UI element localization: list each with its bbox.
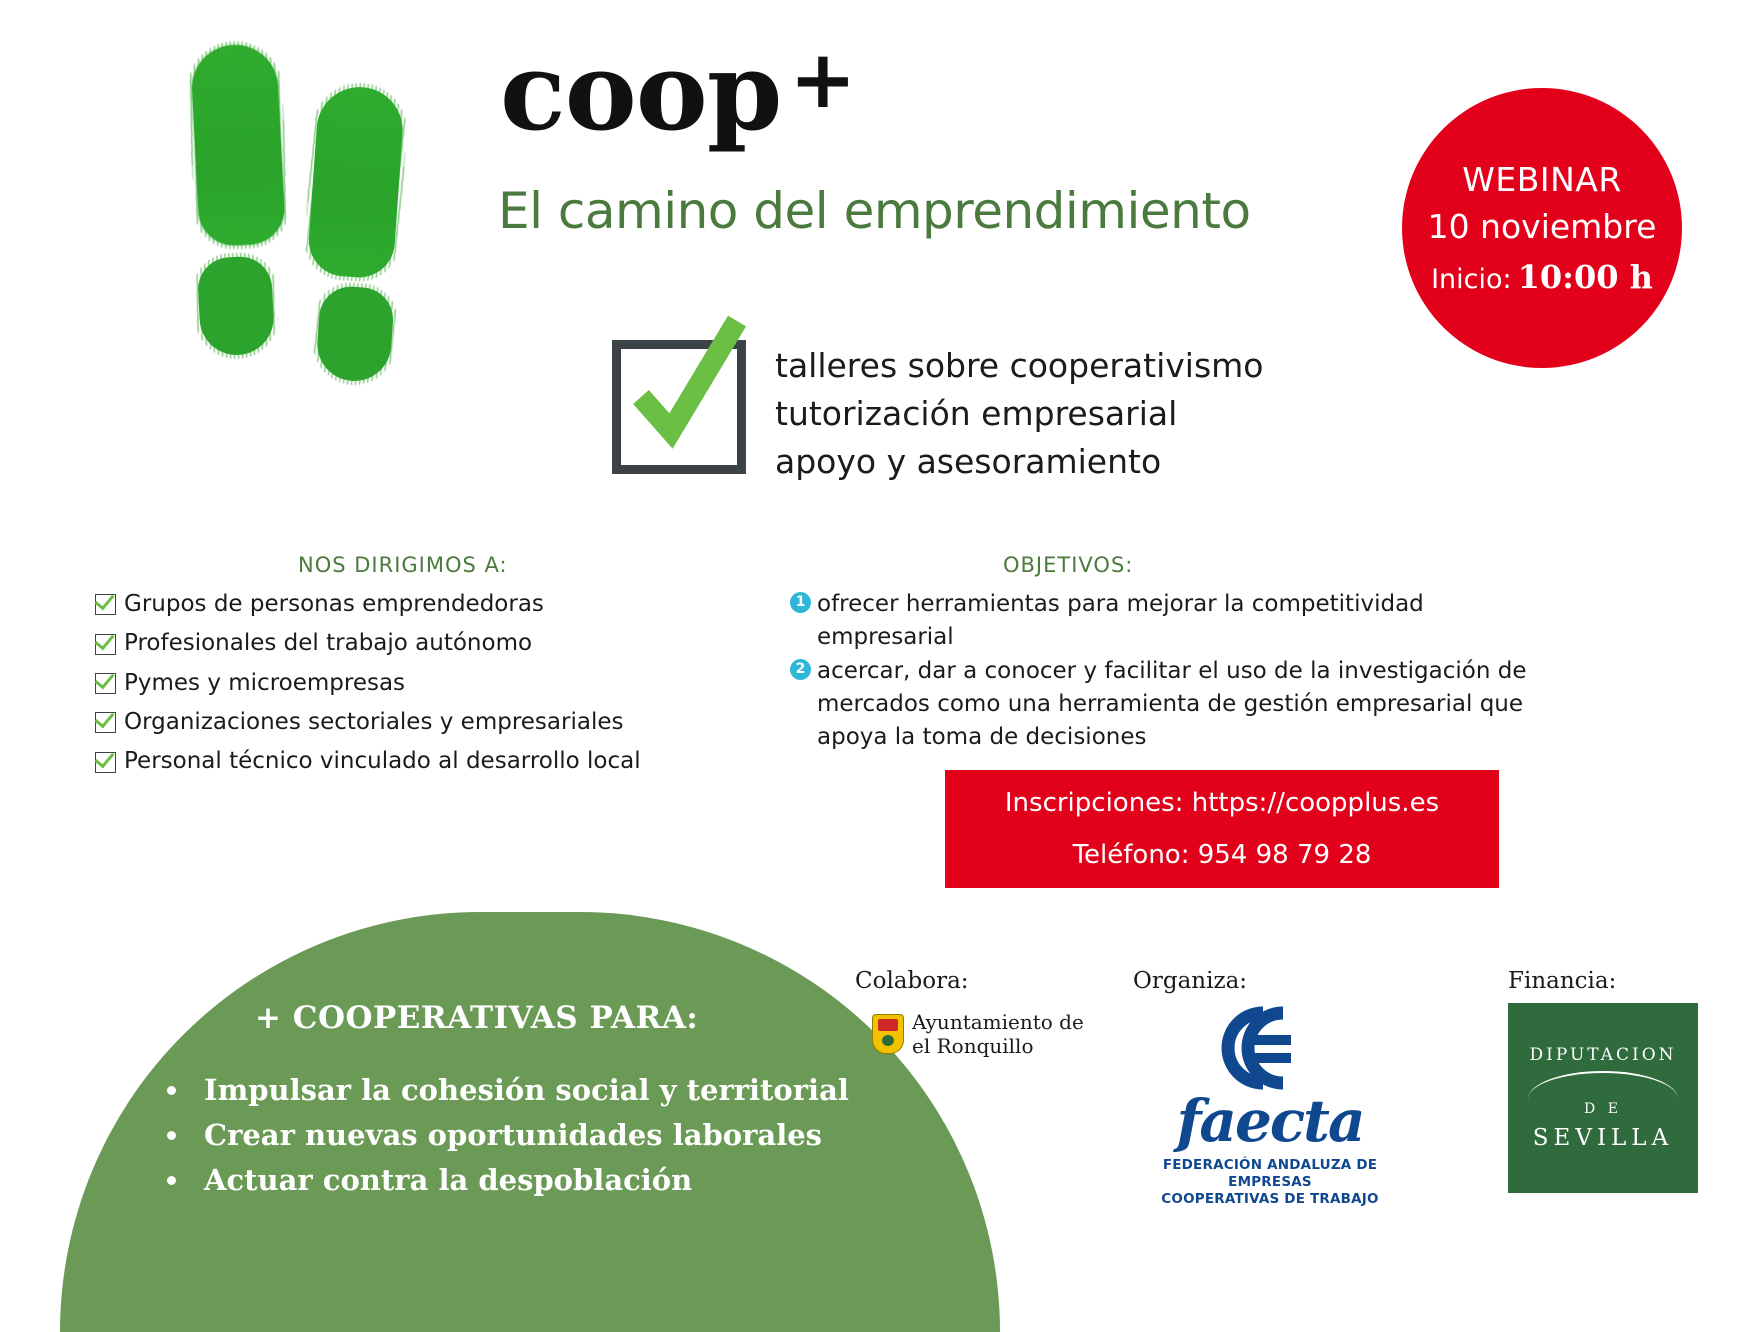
faecta-tagline (1140, 1157, 1400, 1208)
ayuntamiento-name-line1: Ayuntamiento de (912, 1010, 1084, 1034)
diputacion-sevilla-logo (1508, 1003, 1698, 1193)
checkbox-icon (95, 594, 116, 615)
objectives-heading: OBJETIVOS: (1003, 553, 1134, 577)
audience-heading: NOS DIRIGIMOS A: (298, 553, 508, 577)
webinar-label: WEBINAR (1462, 160, 1622, 199)
audience-item-label: Grupos de personas emprendedoras (124, 591, 544, 617)
list-item (95, 627, 641, 660)
list-item (95, 745, 641, 778)
phone-number: Teléfono: 954 98 79 28 (1072, 840, 1372, 870)
brand-plus: + (789, 33, 856, 126)
list-item (95, 588, 641, 621)
financia-label: Financia: (1508, 968, 1617, 994)
workshop-line-1: talleres sobre cooperativismo (775, 346, 1264, 385)
webinar-badge (1402, 88, 1682, 368)
audience-item-label: Personal técnico vinculado al desarrollo local (124, 748, 641, 775)
checkbox-icon (95, 752, 116, 773)
diputacion-line3: SEVILLA (1532, 1125, 1674, 1151)
faecta-tagline-line1: FEDERACIÓN ANDALUZA DE EMPRESAS (1162, 1157, 1378, 1190)
list-item (790, 655, 1550, 755)
diputacion-line1: DIPUTACION (1529, 1045, 1677, 1065)
colabora-label: Colabora: (855, 968, 969, 994)
check-mark-icon (625, 315, 753, 465)
list-item: • Crear nuevas oportunidades laborales (192, 1113, 849, 1158)
audience-item-label: Organizaciones sectoriales y empresariales (124, 709, 624, 736)
footprint-left-heel (196, 255, 275, 357)
footprint-right-heel (315, 285, 395, 384)
objective-text: ofrecer herramientas para mejorar la competitividad empresarial (817, 591, 1424, 651)
checkbox-icon (95, 634, 116, 655)
registration-link[interactable]: Inscripciones: https://coopplus.es (1004, 788, 1440, 818)
contact-box (945, 770, 1499, 888)
checkbox-icon (95, 673, 116, 694)
footprint-left-sole (190, 43, 286, 247)
workshop-line-2: tutorización empresarial (775, 393, 1178, 433)
arc-divider-icon (1528, 1071, 1678, 1099)
ayuntamiento-logo (872, 1010, 1084, 1058)
diputacion-line2: D E (1584, 1101, 1622, 1117)
coat-of-arms-icon (872, 1014, 904, 1054)
objective-text: acercar, dar a conocer y facilitar el uso de la investigación de mercados como una herramienta de gestión empresarial que apoya la toma de decisiones (817, 657, 1527, 751)
page-subtitle: El camino del emprendimiento (498, 182, 1251, 240)
faecta-tagline-line2: COOPERATIVAS DE TRABAJO (1161, 1190, 1379, 1207)
audience-item-label: Pymes y microempresas (124, 669, 406, 696)
workshops-list (775, 342, 1264, 486)
ayuntamiento-name-line2: el Ronquillo (912, 1034, 1034, 1058)
objective-number-badge: 2 (790, 659, 811, 680)
webinar-start-row (1431, 258, 1653, 296)
brand-name: coop (500, 29, 782, 155)
list-item (790, 588, 1550, 655)
audience-item-label: Profesionales del trabajo autónomo (124, 630, 533, 657)
checkbox-icon (95, 712, 116, 733)
footprint-right-sole (306, 84, 405, 280)
ayuntamiento-name (912, 1010, 1084, 1058)
organiza-label: Organiza: (1133, 968, 1248, 994)
page-title (500, 29, 856, 155)
webinar-start-label: Inicio: (1431, 264, 1512, 295)
audience-list (95, 588, 641, 785)
coops-title: + COOPERATIVAS PARA: (255, 1000, 699, 1036)
list-item (95, 706, 641, 739)
faecta-wordmark: faecta (1176, 1087, 1364, 1155)
list-item: • Impulsar la cohesión social y territorial (192, 1068, 849, 1113)
list-item (95, 667, 641, 700)
footprints-graphic (185, 35, 455, 535)
faecta-logo (1140, 1005, 1400, 1208)
coops-list (160, 1068, 849, 1203)
objective-number-badge: 1 (790, 592, 811, 613)
webinar-time: 10:00 h (1517, 258, 1653, 296)
list-item: • Actuar contra la despoblación (192, 1158, 849, 1203)
workshop-line-3: apoyo y asesoramiento (775, 441, 1162, 481)
faecta-mark-icon (1140, 1005, 1400, 1091)
checkbox-icon (612, 340, 746, 474)
objectives-list (790, 588, 1550, 755)
webinar-date: 10 noviembre (1427, 207, 1657, 246)
